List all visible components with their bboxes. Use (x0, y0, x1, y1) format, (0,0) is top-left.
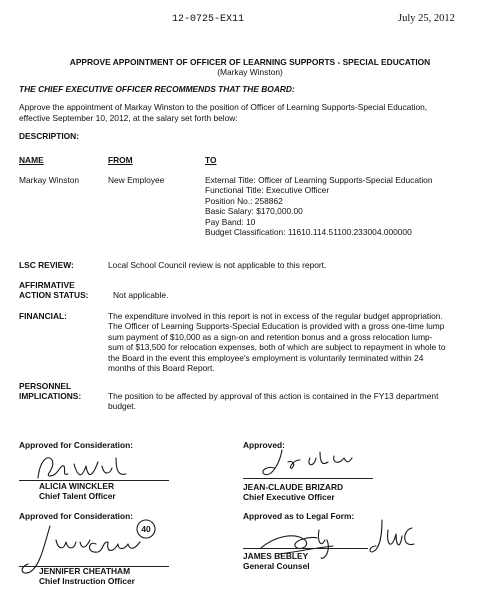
personnel-label-line: IMPLICATIONS: (19, 391, 82, 402)
employee-name: Markay Winston (19, 175, 80, 185)
employee-from: New Employee (108, 175, 165, 185)
approval-caption-instruction: Approved for Consideration: (19, 511, 133, 521)
affirmative-action-text: Not applicable. (113, 290, 169, 300)
financial-line: the Board in the event this employee's employment is voluntarily terminated within 24 (108, 352, 424, 363)
signer-title-talent: Chief Talent Officer (39, 491, 116, 501)
recommendation-heading: THE CHIEF EXECUTIVE OFFICER RECOMMENDS THAT THE BOARD: (19, 84, 295, 94)
affirmative-action-label-line: AFFIRMATIVE (19, 280, 75, 290)
column-header-from: FROM (108, 155, 133, 165)
financial-line: The expenditure involved in this report is not in excess of the regular budget appropriation. (108, 311, 443, 321)
to-line: Functional Title: Executive Officer (205, 185, 330, 196)
recommendation-line-1: Approve the appointment of Markay Winston to the position of Officer of Learning Supports-Special Education, (19, 102, 428, 112)
personnel-label-line: PERSONNEL (19, 381, 72, 391)
financial-line: The Officer of Learning Supports-Special Education is provided with a gross one-time lump (108, 321, 445, 332)
to-line: Pay Band: 10 (205, 216, 256, 227)
financial-line: sum payment of $10,000 as a sign-on and retention bonus and a gross relocation lump- (108, 331, 433, 342)
column-header-to: TO (205, 155, 217, 165)
signer-name-ceo: JEAN-CLAUDE BRIZARD (243, 482, 344, 492)
financial-line: sum of $13,500 for relocation expenses, both of which are subject to repayment in whole to (108, 342, 446, 353)
signer-title-instruction: Chief Instruction Officer (39, 576, 135, 586)
initials-legal (368, 516, 418, 562)
lsc-review-text: Local School Council review is not applicable to this report. (108, 260, 327, 270)
signer-title-legal: General Counsel (243, 561, 310, 571)
personnel-label (19, 381, 81, 402)
affirmative-action-label-line: ACTION STATUS: (19, 290, 89, 301)
affirmative-action-label (19, 280, 88, 301)
page-subtitle: (Markay Winston) (217, 67, 283, 77)
description-heading: DESCRIPTION: (19, 131, 80, 141)
personnel-line: budget. (108, 401, 136, 412)
lsc-review-label: LSC REVIEW: (19, 260, 74, 270)
personnel-text (108, 391, 438, 412)
signature-brizard (258, 446, 368, 486)
approval-caption-talent: Approved for Consideration: (19, 440, 133, 450)
approval-caption-legal: Approved as to Legal Form: (243, 511, 355, 521)
financial-line: months of this Board Report. (108, 363, 215, 374)
page-title: APPROVE APPOINTMENT OF OFFICER OF LEARNING SUPPORTS - SPECIAL EDUCATION (69, 57, 431, 67)
personnel-line: The position to be affected by approval of this action is contained in the FY13 department (108, 391, 439, 401)
signer-title-ceo: Chief Executive Officer (243, 492, 335, 502)
to-line: Position No.: 258862 (205, 195, 283, 206)
employee-to-block (205, 175, 433, 237)
approval-caption-ceo: Approved: (243, 440, 285, 450)
signer-name-instruction: JENNIFER CHEATHAM (39, 566, 131, 576)
signature-line-ceo (243, 478, 373, 479)
signature-line-legal (243, 548, 368, 549)
report-date: July 25, 2012 (398, 13, 455, 24)
financial-text (108, 311, 446, 373)
to-line: External Title: Officer of Learning Supports-Special Education (205, 175, 433, 185)
signer-name-legal: JAMES BEBLEY (243, 551, 309, 561)
to-line: Budget Classification: 11610.114.51100.233004.000000 (205, 227, 412, 238)
column-header-name: NAME (19, 155, 44, 165)
report-number: 12-0725-EX11 (172, 14, 245, 25)
signer-name-talent: ALICIA WINCKLER (39, 481, 115, 491)
financial-label: FINANCIAL: (19, 311, 67, 321)
recommendation-line-2: effective September 10, 2012, at the salary set forth below: (19, 113, 238, 123)
to-line: Basic Salary: $170,000.00 (205, 206, 303, 217)
stamp-number: 40 (141, 524, 151, 534)
